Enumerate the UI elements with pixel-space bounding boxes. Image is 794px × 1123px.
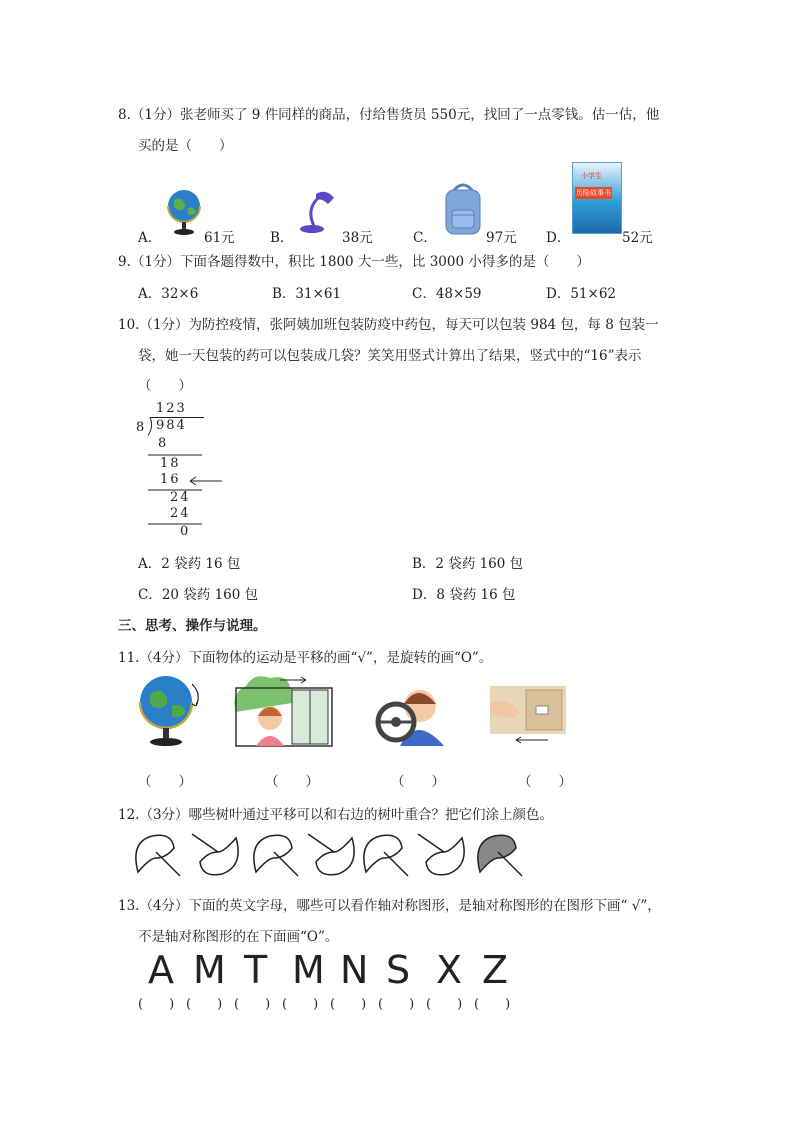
backpack-icon — [440, 182, 486, 236]
long-division — [130, 400, 240, 542]
letter-s: S — [386, 948, 411, 992]
q9-option-c: C．48×59 — [412, 286, 482, 302]
division-arrow — [188, 476, 224, 486]
division-step-1: 8 — [158, 436, 167, 451]
book-title-1: 小学生 — [581, 172, 602, 180]
division-dividend: 984 — [156, 418, 187, 433]
letter-m-1: M — [193, 948, 226, 992]
division-divisor: 8 — [136, 420, 145, 435]
q9-option-d: D．51×62 — [546, 286, 616, 302]
division-step-3: 16 — [160, 472, 181, 487]
q13-blank-7[interactable]: ( ) — [426, 997, 463, 1012]
leaf-6-icon[interactable] — [418, 834, 464, 875]
letter-a: A — [148, 948, 174, 992]
q10-line3: （ ） — [138, 378, 192, 394]
leaf-1-icon[interactable] — [136, 835, 180, 876]
leaf-3-icon[interactable] — [254, 835, 298, 876]
q10-option-a: A．2 袋药 16 包 — [138, 556, 241, 572]
q8-option-a-price: 61元 — [204, 230, 235, 246]
q13-line1: 13.（4分）下面的英文字母，哪些可以看作轴对称图形，是轴对称图形的在图形下画“ √”， — [118, 898, 661, 914]
q13-blank-1[interactable]: ( ) — [138, 997, 175, 1012]
q8-option-d-letter: D． — [546, 230, 571, 246]
q8-option-d-price: 52元 — [622, 230, 653, 246]
q10-option-c: C．20 袋药 160 包 — [138, 587, 259, 603]
storybook-icon — [572, 162, 622, 234]
section3-title: 三、思考、操作与说理。 — [118, 618, 267, 634]
q8-option-b-price: 38元 — [342, 230, 373, 246]
q8-option-c-letter: C． — [413, 230, 437, 246]
q10-line1: 10.（1分）为防控疫情，张阿姨加班包装防疫中药包，每天可以包装 984 包，每 8 包装一 — [118, 317, 659, 333]
q8-line1: 8.（1分）张老师买了 9 件同样的商品，付给售货员 550元，找回了一点零钱。估一估，他 — [118, 107, 660, 123]
division-step-6: 0 — [180, 524, 189, 539]
letter-x: X — [436, 948, 463, 992]
leaf-2-icon[interactable] — [192, 834, 238, 875]
q13-blank-2[interactable]: ( ) — [186, 997, 223, 1012]
division-step-4: 24 — [170, 490, 191, 505]
q10-option-d: D．8 袋药 16 包 — [412, 587, 516, 603]
leaves-row — [132, 830, 532, 880]
q8-option-a-letter: A． — [138, 230, 162, 246]
division-step-5: 24 — [170, 506, 191, 521]
book-title-2: 历险故事书 — [576, 189, 611, 197]
q9-option-a: A．32×6 — [138, 286, 199, 302]
division-step-2: 18 — [160, 456, 181, 471]
q12-line1: 12.（3分）哪些树叶通过平移可以和右边的树叶重合？把它们涂上颜色。 — [118, 807, 554, 823]
q8-option-c-price: 97元 — [486, 230, 517, 246]
q11-blank-2[interactable]: （ ） — [265, 774, 319, 790]
letter-m-2: M — [292, 948, 325, 992]
letter-t: T — [244, 948, 268, 992]
q9-option-b: B．31×61 — [272, 286, 342, 302]
desk-lamp-icon — [298, 186, 338, 238]
q13-blank-3[interactable]: ( ) — [234, 997, 271, 1012]
q13-line2: 不是轴对称图形的在下面画“O”。 — [138, 929, 339, 945]
q10-option-b: B．2 袋药 160 包 — [412, 556, 524, 572]
steering-wheel-icon — [370, 680, 452, 748]
q11-blank-3[interactable]: （ ） — [391, 774, 445, 790]
division-rule-3 — [148, 523, 202, 525]
q13-blank-5[interactable]: ( ) — [330, 997, 367, 1012]
q11-blank-1[interactable]: （ ） — [138, 774, 192, 790]
leaf-5-icon[interactable] — [364, 835, 408, 876]
q10-line2: 袋，她一天包装的药可以包装成几袋？笑笑用竖式计算出了结果，竖式中的“16”表示 — [138, 348, 642, 364]
leaf-4-icon[interactable] — [308, 834, 354, 875]
division-quotient: 123 — [156, 401, 187, 416]
globe-icon — [164, 186, 204, 238]
q13-blank-8[interactable]: ( ) — [474, 997, 511, 1012]
q11-line1: 11.（4分）下面物体的运动是平移的画“√”，是旋转的画“O”。 — [118, 650, 493, 666]
reference-leaf-icon — [478, 835, 522, 876]
q11-blank-4[interactable]: （ ） — [518, 774, 572, 790]
sliding-drawer-icon — [486, 684, 568, 744]
sliding-window-icon — [230, 672, 334, 748]
q13-blank-4[interactable]: ( ) — [282, 997, 319, 1012]
q8-line2: 买的是（ ） — [138, 138, 233, 154]
q9-line1: 9.（1分）下面各题得数中，积比 1800 大一些，比 3000 小得多的是（ ） — [118, 254, 590, 270]
rotating-globe-icon — [136, 672, 208, 748]
q13-blank-6[interactable]: ( ) — [378, 997, 415, 1012]
letter-z: Z — [482, 948, 509, 992]
letter-n: N — [340, 948, 369, 992]
q8-option-b-letter: B． — [270, 230, 294, 246]
